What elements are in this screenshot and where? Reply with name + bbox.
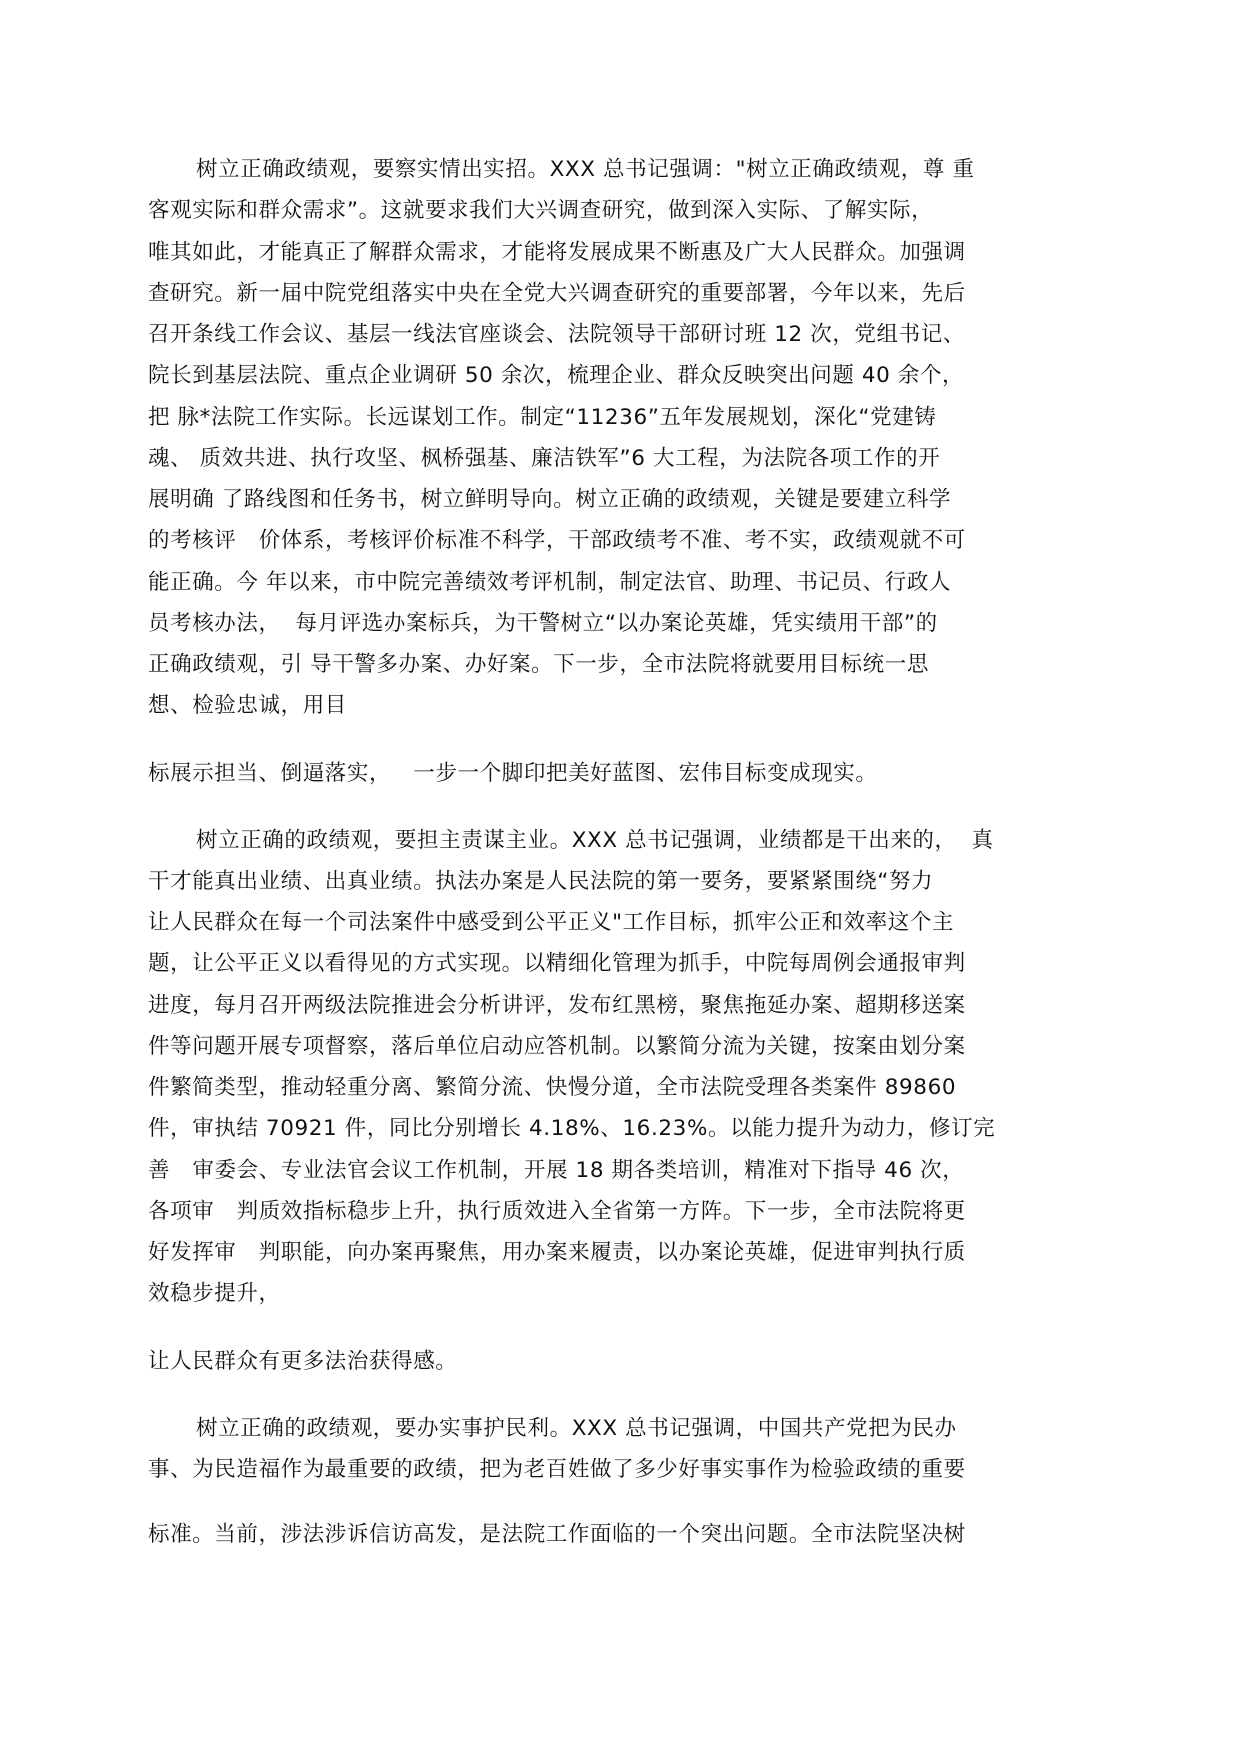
text-line: 树立正确的政绩观，要办实事护民利。XXX 总书记强调，中国共产党把为民办 (196, 1416, 957, 1441)
text-line: 事、为民造福作为最重要的政绩，把为老百姓做了多少好事实事作为检验政绩的重要 (148, 1457, 966, 1482)
text-line: 树立正确政绩观，要察实情出实招。XXX 总书记强调："树立正确政绩观，尊 重 (196, 157, 975, 182)
text-line: 树立正确的政绩观，要担主责谋主业。XXX 总书记强调，业绩都是干出来的， 真 (196, 828, 994, 853)
text-line: 标准。当前，涉法涉诉信访高发，是法院工作面临的一个突出问题。全市法院坚决树 (148, 1522, 966, 1547)
text-line: 把 脉*法院工作实际。长远谋划工作。制定“11236”五年发展规划，深化“党建铸 (148, 405, 937, 430)
text-line: 的考核评 价体系，考核评价标准不科学，干部政绩考不准、考不实，政绩观就不可 (148, 528, 966, 553)
text-line: 让人民群众有更多法治获得感。 (148, 1349, 458, 1374)
text-line: 标展示担当、倒逼落实， 一步一个脚印把美好蓝图、宏伟目标变成现实。 (148, 761, 878, 786)
text-line: 展明确 了路线图和任务书，树立鲜明导向。树立正确的政绩观，关键是要建立科学 (148, 487, 952, 512)
text-line: 效稳步提升， (148, 1281, 281, 1306)
text-line: 能正确。今 年以来，市中院完善绩效考评机制，制定法官、助理、书记员、行政人 (148, 570, 952, 595)
text-line: 各项审 判质效指标稳步上升，执行质效进入全省第一方阵。下一步，全市法院将更 (148, 1199, 966, 1224)
text-line: 件繁简类型，推动轻重分离、繁简分流、快慢分道，全市法院受理各类案件 89860 (148, 1075, 957, 1100)
text-line: 善 审委会、专业法官会议工作机制，开展 18 期各类培训，精准对下指导 46 次， (148, 1158, 965, 1183)
text-line: 正确政绩观，引 导干警多办案、办好案。下一步，全市法院将就要用目标统一思 (148, 652, 929, 677)
text-line: 想、检验忠诚，用目 (148, 693, 347, 718)
text-line: 件等问题开展专项督察，落后单位启动应答机制。以繁简分流为关键，按案由划分案 (148, 1034, 966, 1059)
text-line: 院长到基层法院、重点企业调研 50 余次，梳理企业、群众反映突出问题 40 余个， (148, 363, 965, 388)
text-line: 客观实际和群众需求”。这就要求我们大兴调查研究，做到深入实际、了解实际， (148, 198, 934, 223)
text-line: 件，审执结 70921 件，同比分别增长 4.18%、16.23%。以能力提升为动力，修订完 (148, 1116, 996, 1141)
text-line: 唯其如此，才能真正了解群众需求，才能将发展成果不断惠及广大人民群众。加强调 (148, 240, 966, 265)
text-line: 员考核办法， 每月评选办案标兵，为干警树立“以办案论英雄，凭实绩用干部”的 (148, 611, 938, 636)
text-line: 题，让公平正义以看得见的方式实现。以精细化管理为抓手，中院每周例会通报审判 (148, 951, 966, 976)
text-line: 魂、 质效共进、执行攻坚、枫桥强基、廉洁铁军”6 大工程，为法院各项工作的开 (148, 446, 941, 471)
text-line: 召开条线工作会议、基层一线法官座谈会、法院领导干部研讨班 12 次，党组书记、 (148, 322, 965, 347)
text-line: 让人民群众在每一个司法案件中感受到公平正义"工作目标，抓牢公正和效率这个主 (148, 910, 955, 935)
text-line: 查研究。新一届中院党组落实中央在全党大兴调查研究的重要部署，今年以来，先后 (148, 281, 966, 306)
text-line: 好发挥审 判职能，向办案再聚焦，用办案来履责，以办案论英雄，促进审判执行质 (148, 1240, 966, 1265)
text-line: 干才能真出业绩、出真业绩。执法办案是人民法院的第一要务，要紧紧围绕“努力 (148, 869, 934, 894)
text-line: 进度，每月召开两级法院推进会分析讲评，发布红黑榜，聚焦拖延办案、超期移送案 (148, 993, 966, 1018)
